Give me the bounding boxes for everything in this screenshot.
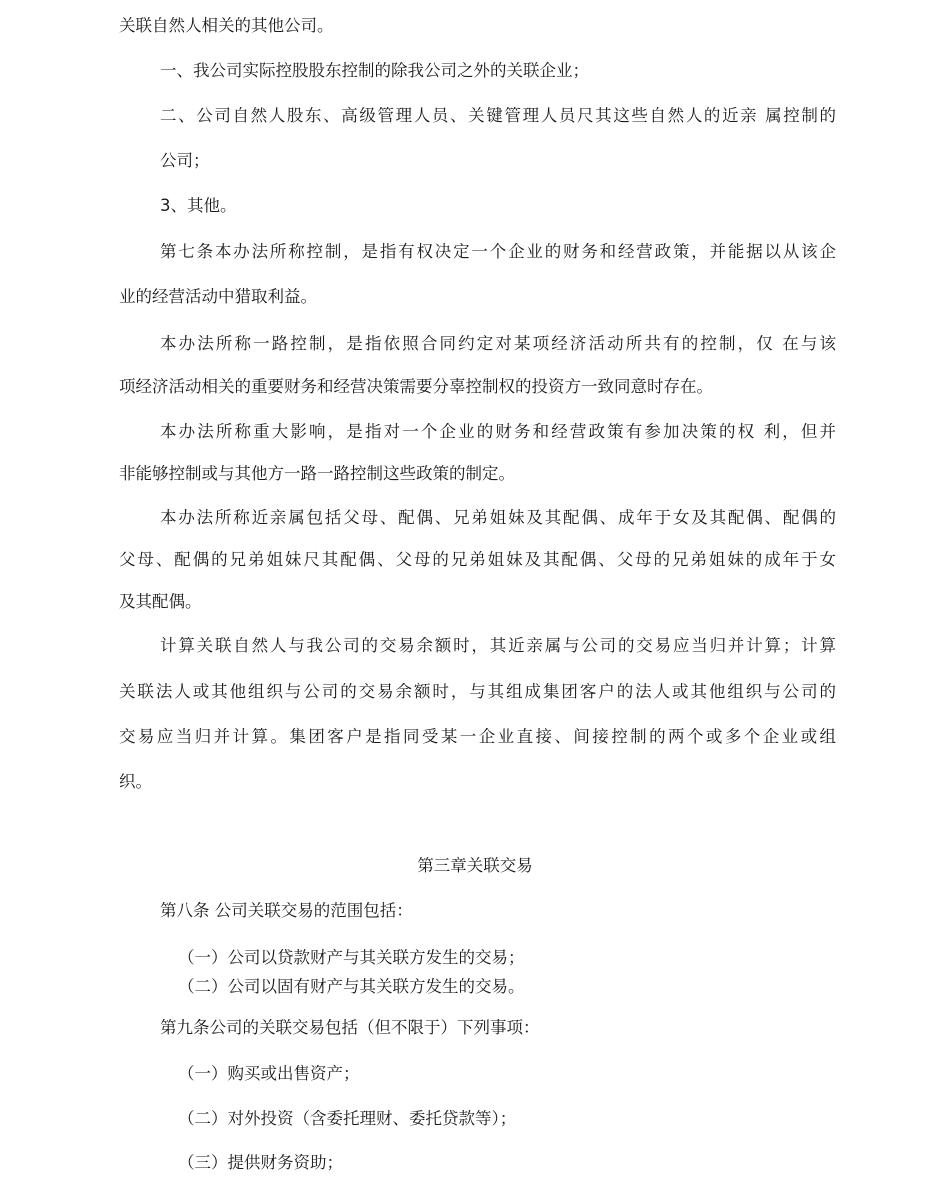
paragraph-line: 及其配偶。 bbox=[119, 592, 202, 611]
chapter-heading: 第三章关联交易 bbox=[417, 856, 533, 875]
list-item: （一）公司以贷款财产与其关联方发生的交易； bbox=[178, 948, 525, 967]
list-item: （三）提供财务资助； bbox=[178, 1153, 343, 1172]
paragraph-line: 公司； bbox=[160, 151, 210, 170]
paragraph-line: 二、公司自然人股东、高级管理人员、关键管理人员尺其这些自然人的近亲 属控制的 bbox=[160, 106, 836, 125]
paragraph-line: 项经济活动相关的重要财务和经营决策需要分辜控制权的投资方一致同意时存在。 bbox=[119, 377, 713, 396]
list-item: （二）公司以固有财产与其关联方发生的交易。 bbox=[178, 977, 525, 996]
paragraph-line: 本办法所称重大影响，是指对一个企业的财务和经营政策有参加决策的权 利，但并 bbox=[160, 422, 836, 441]
paragraph-line: 业的经营活动中猎取利益。 bbox=[119, 287, 317, 306]
article-title: 第九条公司的关联交易包括（但不限于）下列事项： bbox=[160, 1018, 540, 1037]
paragraph-line: 本办法所称一路控制，是指依照合同约定对某项经济活动所共有的控制，仅 在与该 bbox=[160, 334, 836, 353]
paragraph-line: 关联自然人相关的其他公司。 bbox=[119, 16, 334, 35]
paragraph-line: 非能够控制或与其他方一路一路控制这些政策的制定。 bbox=[119, 464, 515, 483]
list-item: （一）购买或出售资产； bbox=[178, 1064, 360, 1083]
paragraph-line: 计算关联自然人与我公司的交易余额时，其近亲属与公司的交易应当归并计算；计算 bbox=[160, 636, 836, 655]
paragraph-line: 本办法所称近亲属包括父母、配偶、兄弟姐妹及其配偶、成年于女及其配偶、配偶的 bbox=[160, 508, 836, 527]
paragraph-line: 关联法人或其他组织与公司的交易余额时，与其组成集团客户的法人或其他组织与公司的 bbox=[119, 682, 836, 701]
paragraph-line: 织。 bbox=[119, 772, 152, 791]
paragraph-line: 交易应当归并计算。集团客户是指同受某一企业直接、间接控制的两个或多个企业或组 bbox=[119, 727, 836, 746]
paragraph-line: 第七条本办法所称控制，是指有权决定一个企业的财务和经营政策，并能据以从该企 bbox=[160, 242, 836, 261]
paragraph-line: 一、我公司实际控股股东控制的除我公司之外的关联企业； bbox=[160, 61, 589, 80]
paragraph-line: 父母、配偶的兄弟姐妹尺其配偶、父母的兄弟姐妹及其配偶、父母的兄弟姐妹的成年于女 bbox=[119, 550, 836, 569]
article-title: 第八条 公司关联交易的范围包括： bbox=[160, 901, 413, 920]
list-item: （二）对外投资（含委托理财、委托贷款等）； bbox=[178, 1109, 517, 1128]
paragraph-line: 3、其他。 bbox=[160, 196, 237, 215]
